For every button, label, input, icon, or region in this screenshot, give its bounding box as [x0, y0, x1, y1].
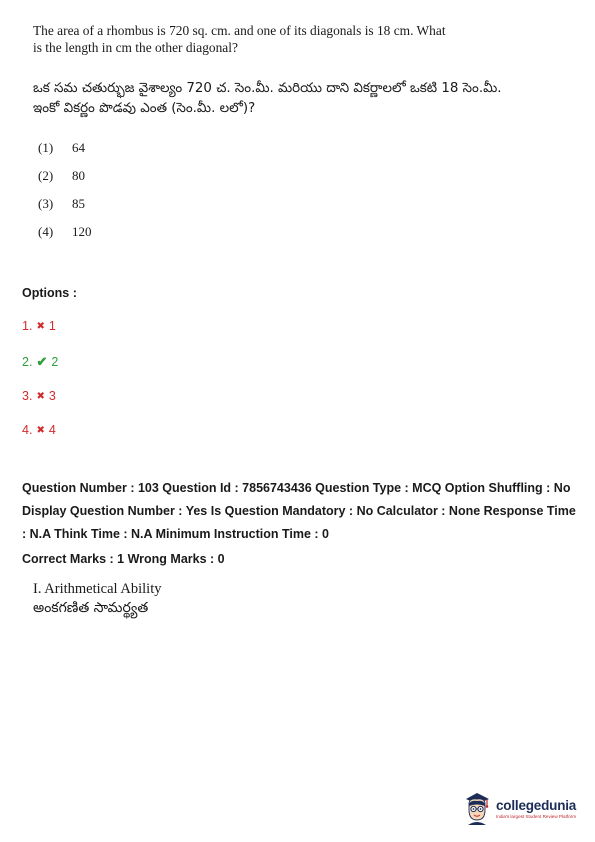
cross-icon: ✖	[36, 320, 45, 332]
logo-brand-name: collegedunia	[496, 797, 577, 813]
option-value: 1	[48, 319, 56, 333]
answer-choice	[38, 224, 92, 252]
section-heading	[33, 580, 161, 618]
choice-number: (2)	[38, 168, 54, 183]
option-number: 2.	[22, 355, 33, 369]
option-value: 4	[48, 423, 56, 437]
collegedunia-logo	[462, 788, 588, 828]
question-text-english: The area of a rhombus is 720 sq. cm. and one of its diagonals is 18 cm. What is the length in cm the other diagonal?	[33, 23, 446, 55]
answer-choice	[38, 168, 92, 196]
cross-icon: ✖	[36, 390, 45, 402]
choice-value: 80	[72, 168, 85, 183]
option-item	[22, 423, 56, 437]
choice-number: (3)	[38, 196, 54, 211]
option-number: 4.	[22, 423, 33, 437]
logo-text	[496, 798, 576, 819]
choice-value: 120	[72, 224, 92, 239]
option-item	[22, 319, 56, 333]
marks-info: Correct Marks : 1 Wrong Marks : 0	[22, 552, 225, 566]
option-value: 2	[51, 355, 59, 369]
option-item	[22, 354, 58, 370]
choice-value: 85	[72, 196, 85, 211]
choice-number: (1)	[38, 140, 54, 155]
choice-number: (4)	[38, 224, 54, 239]
option-number: 3.	[22, 389, 33, 403]
section-title-english: I. Arithmetical Ability	[33, 581, 162, 597]
logo-tagline: India's largest Student Review Platform	[496, 813, 577, 819]
section-title-telugu: అంకగణిత సామర్థ్యత	[33, 600, 149, 616]
option-value: 3	[48, 389, 56, 403]
student-mascot-icon	[462, 790, 492, 826]
choice-value: 64	[72, 140, 85, 155]
check-icon: ✔	[36, 354, 48, 369]
option-number: 1.	[22, 319, 33, 333]
answer-choices-list	[38, 140, 92, 252]
cross-icon: ✖	[36, 424, 45, 436]
question-metadata: Question Number : 103 Question Id : 7856743436 Question Type : MCQ Option Shuffling : No Display Question Number : Yes Is Question Mandatory : No Calculator : None Response Time : N.A Think Time : N.A Minimum Instruction Time : 0	[22, 481, 576, 541]
answer-choice	[38, 140, 92, 168]
question-text-telugu: ఒక సమ చతుర్భుజ వైశాల్యం 720 చ. సెం.మీ. మరియు దాని వికర్ణాలలో ఒకటి 18 సెం.మీ. ఇంకో వికర్ణం పొడవు ఎంత (సెం.మీ. లలో)?	[33, 81, 502, 116]
options-heading: Options :	[22, 286, 77, 300]
option-item	[22, 389, 56, 403]
answer-choice	[38, 196, 92, 224]
